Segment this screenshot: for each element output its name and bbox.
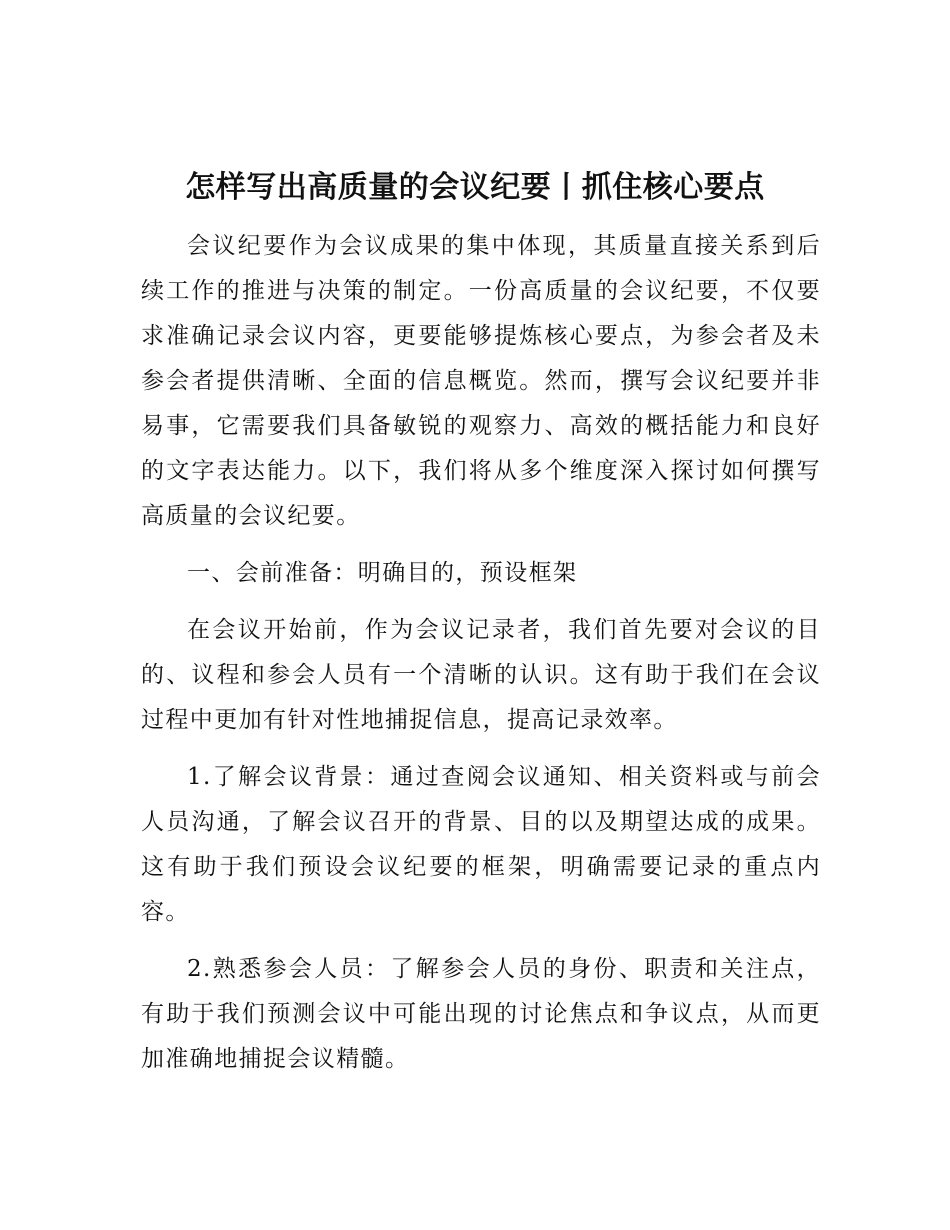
point-1-paragraph: 1.了解会议背景：通过查阅会议通知、相关资料或与前会人员沟通，了解会议召开的背景、目的以及期望达成的成果。这有助于我们预设会议纪要的框架，明确需要记录的重点内容。: [141, 764, 821, 925]
preparation-paragraph: 在会议开始前，作为会议记录者，我们首先要对会议的目的、议程和参会人员有一个清晰的认识。这有助于我们在会议过程中更加有针对性地捕捉信息，提高记录效率。: [141, 617, 821, 733]
point-2-paragraph: 2.熟悉参会人员：了解参会人员的身份、职责和关注点，有助于我们预测会议中可能出现的讨论焦点和争议点，从而更加准确地捕捉会议精髓。: [141, 956, 821, 1072]
document-title: 怎样写出高质量的会议纪要丨抓住核心要点: [185, 170, 765, 205]
intro-paragraph: 会议纪要作为会议成果的集中体现，其质量直接关系到后续工作的推进与决策的制定。一份高质量的会议纪要，不仅要求准确记录会议内容，更要能够提炼核心要点，为参会者及未参会者提供清晰、全面的信息概览。然而，撰写会议纪要并非易事，它需要我们具备敏锐的观察力、高效的概括能力和良好的文字表达能力。以下，我们将从多个维度深入探讨如何撰写高质量的会议纪要。: [141, 233, 821, 529]
section-heading-preparation: 一、会前准备：明确目的，预设框架: [187, 560, 578, 586]
document-body: [141, 224, 821, 1082]
